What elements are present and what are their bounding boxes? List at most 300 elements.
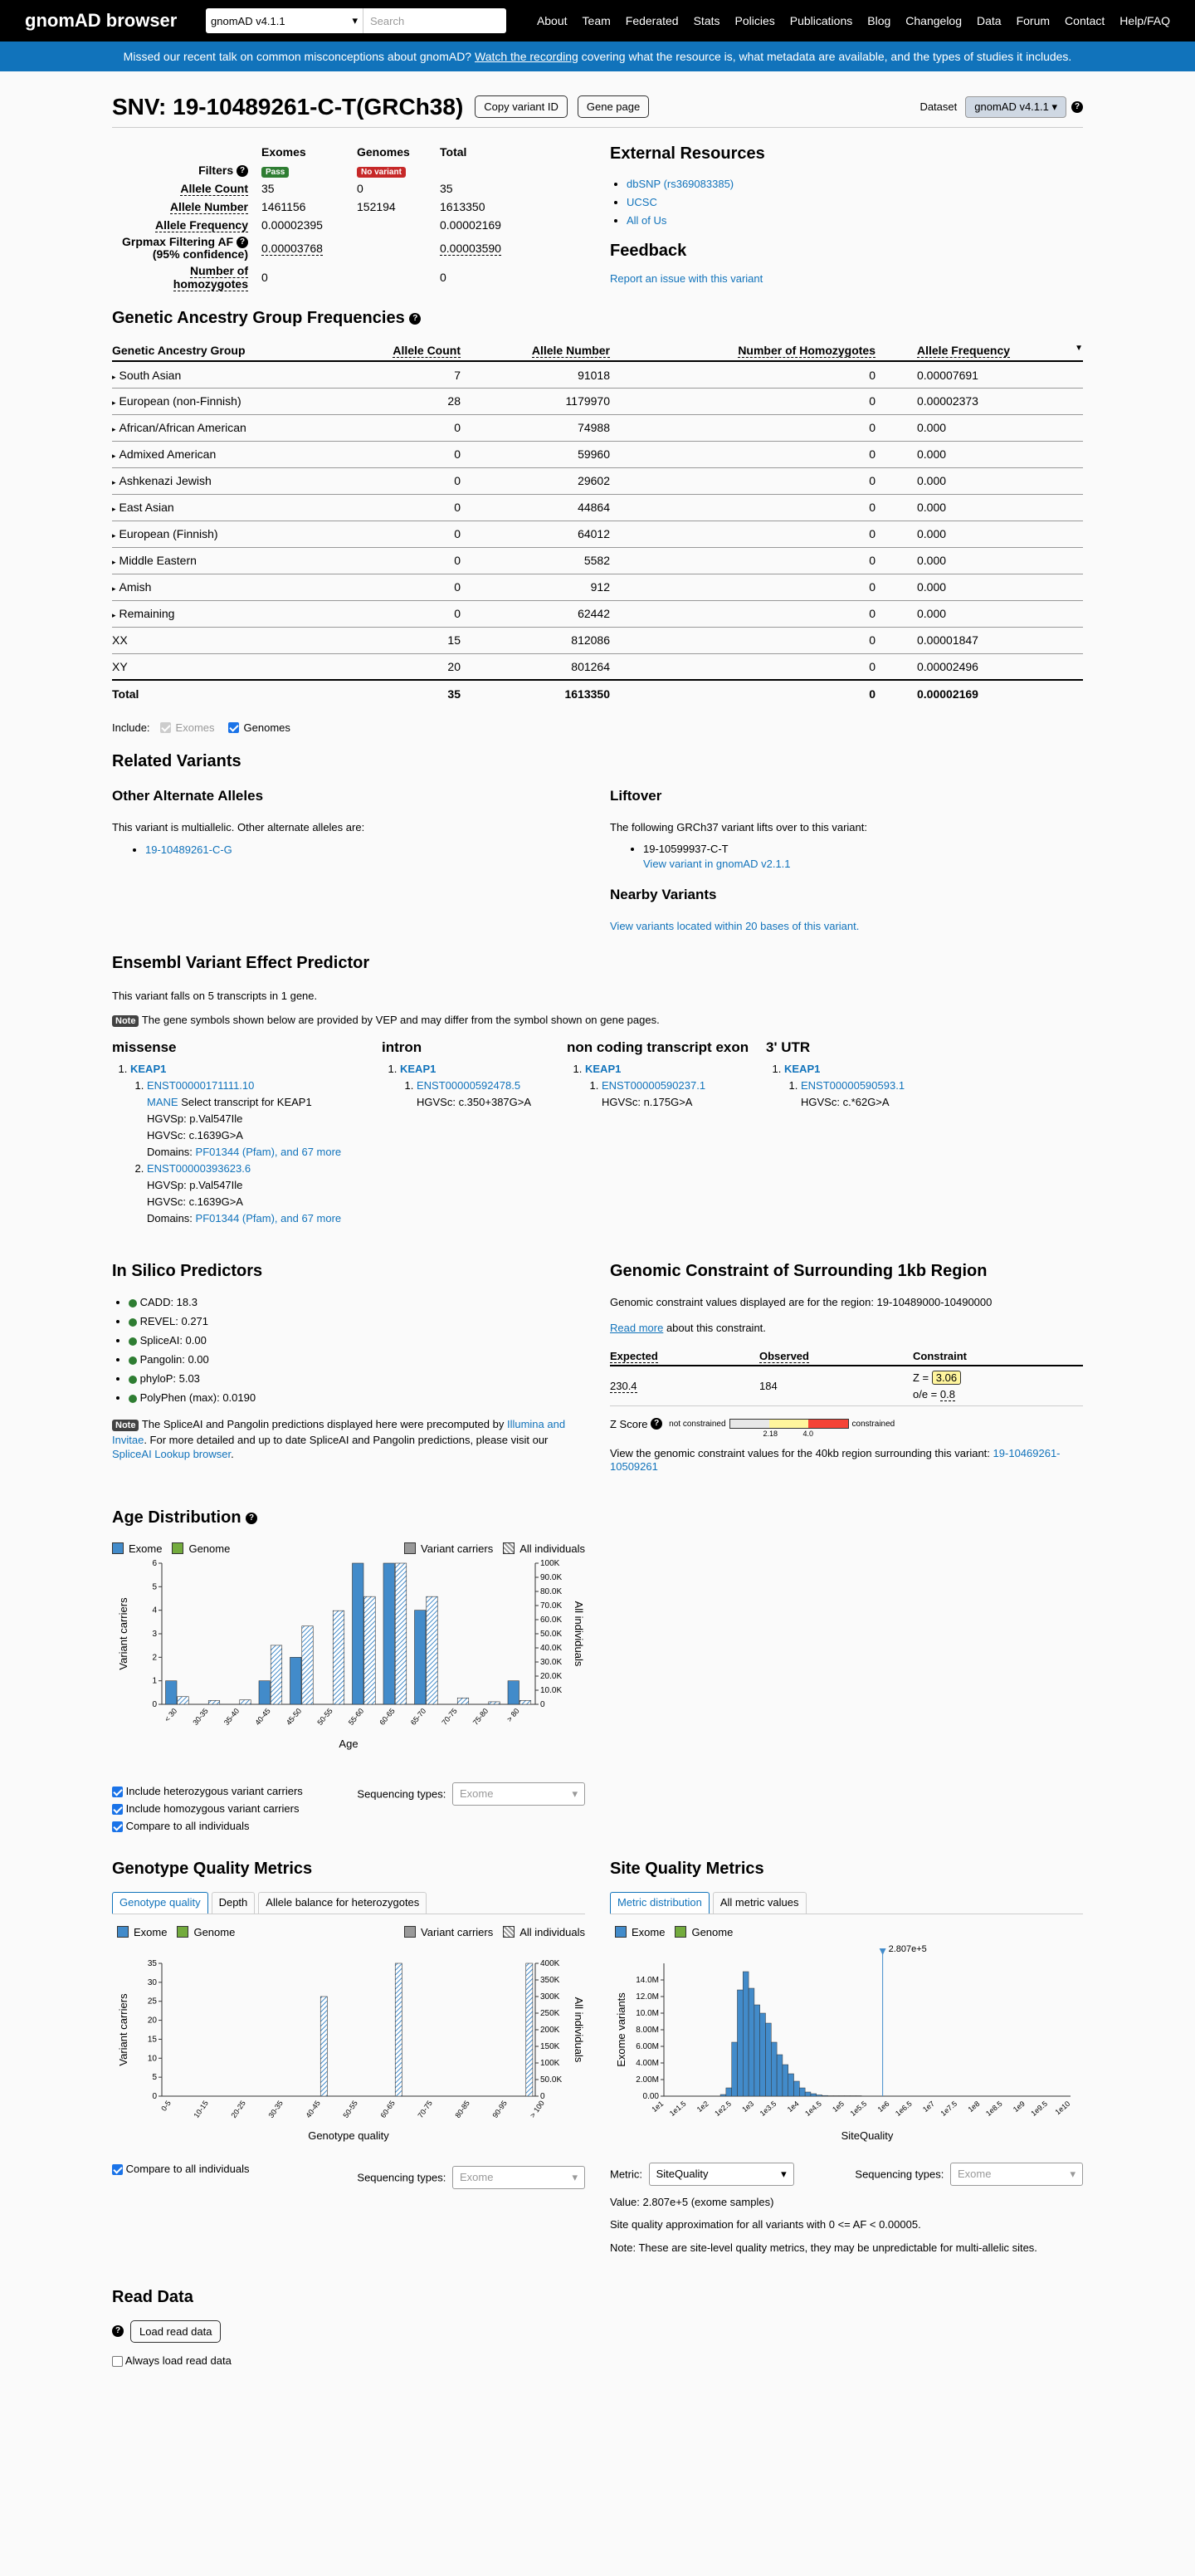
all-individuals-bar bbox=[271, 1645, 282, 1704]
nav-blog[interactable]: Blog bbox=[867, 14, 891, 27]
domains-label: Domains: bbox=[147, 1212, 193, 1225]
always-load-row bbox=[112, 2354, 1083, 2466]
observed-value: 184 bbox=[759, 1380, 778, 1393]
cell: 35 bbox=[261, 182, 275, 195]
external-resources bbox=[610, 143, 765, 292]
z-score-label: Z Score bbox=[610, 1417, 648, 1430]
transcript-link[interactable]: ENST00000590237.1 bbox=[602, 1079, 706, 1092]
cell bbox=[357, 216, 440, 234]
x-tick-label: 0-5 bbox=[159, 2099, 173, 2113]
x-tick-label: 30-35 bbox=[191, 1706, 210, 1727]
chevron-down-icon: ▾ bbox=[572, 2170, 578, 2183]
nav-changelog[interactable]: Changelog bbox=[905, 14, 963, 27]
predictor-item bbox=[129, 1369, 585, 1388]
y2-tick-label: 90.0K bbox=[540, 1572, 563, 1582]
legend-right bbox=[404, 1926, 585, 1938]
search-bar bbox=[206, 8, 506, 33]
sq-tabs bbox=[610, 1892, 1083, 1914]
x-tick-label: 60-65 bbox=[378, 2099, 397, 2119]
ucsc-link[interactable]: UCSC bbox=[627, 196, 657, 208]
allele-count: 35 bbox=[361, 680, 461, 706]
note-text: . For more detailed and up to date SpliceAI and Pangolin predictions, please visit our bbox=[144, 1434, 549, 1447]
age-distribution bbox=[112, 1542, 585, 1835]
allele-count: 7 bbox=[361, 361, 461, 388]
x-tick-label: 80-85 bbox=[453, 2099, 471, 2119]
cell[interactable]: 0.00003590 bbox=[440, 242, 501, 256]
hom-checkbox[interactable] bbox=[112, 1804, 123, 1815]
nav-forum[interactable]: Forum bbox=[1016, 14, 1051, 27]
transcript-link[interactable]: ENST00000171111.10 bbox=[147, 1079, 255, 1092]
legend-carriers: Variant carriers bbox=[421, 1925, 494, 1938]
note-badge: Note bbox=[112, 1420, 139, 1431]
row-label: Grpmax Filtering AF bbox=[122, 235, 234, 248]
hom-label: Include homozygous variant carriers bbox=[125, 1801, 300, 1815]
x-tick-label: 1e6 bbox=[876, 2099, 891, 2114]
x-tick-label: 70-75 bbox=[416, 2099, 434, 2119]
compare-checkbox[interactable] bbox=[112, 1821, 123, 1832]
site-quality-bar bbox=[749, 1988, 754, 2096]
dataset-dropdown[interactable]: gnomAD v4.1.1 ▾ bbox=[965, 96, 1066, 118]
allele-frequency: 0.00002169 bbox=[876, 680, 1083, 706]
frequency-summary bbox=[112, 143, 610, 292]
allele-frequency-row bbox=[112, 216, 539, 234]
intron-title: intron bbox=[382, 1039, 422, 1056]
ancestry-row bbox=[112, 627, 1083, 653]
ancestry-row[interactable] bbox=[112, 414, 1083, 441]
homozygotes: 0 bbox=[610, 441, 876, 467]
site-quality-bar bbox=[799, 2088, 805, 2096]
value-marker-arrow bbox=[880, 1948, 886, 1955]
z-value: 3.06 bbox=[932, 1371, 961, 1385]
y2-tick-label: 250K bbox=[540, 2008, 560, 2018]
expand-arrow-icon[interactable]: ▸ bbox=[112, 558, 116, 567]
x-tick-label: 1e8.5 bbox=[983, 2099, 1004, 2118]
missense-title: missense bbox=[112, 1039, 177, 1056]
seq-type-value: Exome bbox=[958, 2168, 992, 2181]
header-constraint: Constraint bbox=[913, 1350, 967, 1363]
x-axis-label: Genotype quality bbox=[308, 2129, 389, 2142]
x-tick-label: 1e3.5 bbox=[758, 2099, 778, 2118]
gene-link[interactable]: KEAP1 bbox=[130, 1063, 167, 1076]
chevron-down-icon: ▾ bbox=[572, 1787, 578, 1800]
in-silico-note bbox=[112, 1417, 585, 1461]
ancestry-row[interactable] bbox=[112, 441, 1083, 467]
y-tick-label: 35 bbox=[147, 1958, 157, 1968]
allele-count: 0 bbox=[361, 600, 461, 627]
y2-tick-label: 60.0K bbox=[540, 1615, 563, 1625]
expand-arrow-icon[interactable]: ▸ bbox=[112, 505, 116, 514]
x-tick-label: 35-40 bbox=[222, 1706, 241, 1727]
group-name: Remaining bbox=[119, 607, 175, 621]
note-text: The gene symbols shown below are provided by VEP and may differ from the symbol shown on gene pages. bbox=[141, 1014, 660, 1027]
y2-tick-label: 50.0K bbox=[540, 2075, 563, 2085]
cell[interactable]: 0.00003768 bbox=[261, 242, 323, 256]
y2-tick-label: 20.0K bbox=[540, 1671, 563, 1681]
predictor-item bbox=[129, 1350, 585, 1369]
alternate-allele-link[interactable]: 19-10489261-C-G bbox=[145, 843, 232, 857]
y-tick-label: 3 bbox=[152, 1629, 157, 1639]
frequency-table bbox=[112, 143, 539, 292]
all-individuals-bar bbox=[427, 1596, 438, 1704]
site-quality-bar bbox=[817, 2095, 822, 2096]
x-tick-label: 50-55 bbox=[341, 2099, 359, 2119]
tab-depth[interactable]: Depth bbox=[212, 1892, 256, 1914]
help-icon[interactable]: ? bbox=[1071, 101, 1083, 113]
intron-column bbox=[382, 1039, 567, 1227]
carrier-bar bbox=[290, 1657, 302, 1704]
site-quality-bar bbox=[754, 2005, 760, 2096]
x-tick-label: 90-95 bbox=[490, 2099, 509, 2119]
allele-number: 74988 bbox=[461, 414, 610, 441]
allele-count-row bbox=[112, 179, 539, 198]
help-icon[interactable]: ? bbox=[409, 313, 421, 325]
ancestry-row[interactable] bbox=[112, 388, 1083, 414]
ancestry-row[interactable] bbox=[112, 494, 1083, 521]
homozygotes: 0 bbox=[610, 627, 876, 653]
copy-variant-id-button[interactable]: Copy variant ID bbox=[475, 95, 568, 118]
header-allele-count[interactable]: Allele Count bbox=[393, 343, 461, 357]
y-axis-label: Exome variants bbox=[615, 1992, 627, 2067]
het-checkbox[interactable] bbox=[112, 1787, 123, 1797]
predictors-constraint bbox=[112, 1262, 1083, 1474]
include-genomes-checkbox[interactable] bbox=[228, 722, 239, 733]
seq-type-select[interactable] bbox=[452, 2166, 585, 2189]
col-genomes: Genomes bbox=[357, 145, 410, 159]
top-nav-bar bbox=[0, 0, 1195, 42]
group-cell bbox=[112, 600, 361, 627]
transcript-link[interactable]: ENST00000393623.6 bbox=[147, 1162, 251, 1176]
header-group[interactable]: Genetic Ancestry Group bbox=[112, 340, 361, 361]
group-name: Admixed American bbox=[119, 447, 217, 462]
y-tick-label: 10 bbox=[147, 2054, 157, 2064]
filters-label: Filters bbox=[198, 163, 234, 177]
group-cell bbox=[112, 388, 361, 414]
seq-type-select[interactable] bbox=[452, 1782, 585, 1806]
homozygotes: 0 bbox=[610, 494, 876, 521]
constraint-table bbox=[610, 1347, 1083, 1406]
header-homozygotes[interactable]: Number of Homozygotes bbox=[738, 343, 876, 357]
group-name: Middle Eastern bbox=[119, 554, 197, 568]
predictor-list bbox=[129, 1293, 585, 1407]
legend-swatch bbox=[404, 1926, 416, 1938]
row-label: Number of homozygotes bbox=[173, 264, 248, 291]
group-cell bbox=[112, 627, 361, 653]
predictor-text: CADD: 18.3 bbox=[139, 1296, 198, 1309]
gq-chart bbox=[112, 1938, 585, 2158]
nav-policies[interactable]: Policies bbox=[734, 14, 775, 27]
x-tick-label: 1e1 bbox=[650, 2099, 666, 2114]
ancestry-row[interactable] bbox=[112, 467, 1083, 494]
feedback-title: Feedback bbox=[610, 242, 687, 260]
always-load-checkbox[interactable] bbox=[112, 2356, 123, 2367]
chevron-down-icon: ▾ bbox=[781, 2167, 787, 2180]
vep-summary: This variant falls on 5 transcripts in 1 gene. bbox=[112, 990, 318, 1003]
homozygotes: 0 bbox=[610, 653, 876, 680]
all-individuals-bar bbox=[320, 1997, 327, 2096]
site-quality-bar bbox=[839, 2095, 845, 2096]
include-exomes-checkbox[interactable] bbox=[160, 722, 171, 733]
predictor-text: SpliceAI: 0.00 bbox=[139, 1334, 207, 1347]
report-issue-link[interactable]: Report an issue with this variant bbox=[610, 272, 763, 285]
liftover-text: The following GRCh37 variant lifts over to this variant: bbox=[610, 821, 867, 834]
x-tick-label: 10-15 bbox=[192, 2099, 210, 2119]
mane-text: Select transcript for KEAP1 bbox=[181, 1096, 312, 1109]
legend-exome: Exome bbox=[632, 1925, 666, 1938]
y-tick-label: 30 bbox=[147, 1977, 157, 1987]
y2-tick-label: 50.0K bbox=[540, 1629, 563, 1639]
tab-metric-distribution[interactable]: Metric distribution bbox=[610, 1892, 710, 1914]
x-tick-label: < 30 bbox=[163, 1706, 179, 1723]
mane-link[interactable]: MANE bbox=[147, 1096, 178, 1109]
allele-count: 28 bbox=[361, 388, 461, 414]
site-quality-bar bbox=[743, 1972, 749, 2096]
legend-genome: Genome bbox=[188, 1542, 231, 1555]
ancestry-row[interactable] bbox=[112, 574, 1083, 600]
y2-tick-label: 100K bbox=[540, 1558, 560, 1568]
value-marker-label: 2.807e+5 bbox=[888, 1943, 927, 1954]
y-tick-label: 8.00M bbox=[636, 2025, 659, 2035]
transcript-link[interactable]: ENST00000592478.5 bbox=[417, 1079, 521, 1092]
het-label: Include heterozygous variant carriers bbox=[125, 1784, 303, 1797]
homozygotes: 0 bbox=[610, 521, 876, 547]
sort-desc-icon[interactable]: ▼ bbox=[1075, 343, 1083, 353]
y2-tick-label: 100K bbox=[540, 2058, 560, 2068]
age-controls bbox=[112, 1782, 585, 1835]
nav-about[interactable]: About bbox=[536, 14, 568, 27]
seq-type-value: Exome bbox=[460, 2171, 494, 2184]
site-quality-bar bbox=[811, 2094, 817, 2096]
x-tick-label: 1e8 bbox=[966, 2099, 982, 2114]
brand-logo[interactable]: gnomAD browser bbox=[25, 10, 178, 31]
homozygotes: 0 bbox=[610, 574, 876, 600]
cell bbox=[357, 234, 440, 262]
row-label: Allele Number bbox=[169, 200, 248, 213]
ancestry-row[interactable] bbox=[112, 600, 1083, 627]
site-quality-bar bbox=[851, 2095, 856, 2096]
search-input[interactable]: Search bbox=[370, 14, 405, 27]
y2-tick-label: 70.0K bbox=[540, 1601, 563, 1611]
z-bar-segment bbox=[769, 1420, 808, 1428]
seq-type-label: Sequencing types: bbox=[855, 2168, 944, 2181]
group-name: XX bbox=[112, 633, 128, 648]
y2-tick-label: 0 bbox=[540, 1699, 545, 1709]
expand-arrow-icon[interactable]: ▸ bbox=[112, 425, 116, 434]
gene-link[interactable]: KEAP1 bbox=[585, 1063, 622, 1076]
dataset-select[interactable] bbox=[206, 8, 363, 33]
x-tick-label: 60-65 bbox=[378, 1706, 397, 1727]
help-icon[interactable]: ? bbox=[246, 1513, 257, 1524]
site-quality-bar bbox=[805, 2092, 811, 2096]
y-tick-label: 0.00 bbox=[642, 2091, 659, 2101]
y2-tick-label: 150K bbox=[540, 2041, 560, 2051]
quality-metrics bbox=[112, 1860, 1083, 2255]
ancestry-row[interactable] bbox=[112, 547, 1083, 574]
cell: 0 bbox=[357, 182, 363, 195]
nearby-variants-link[interactable]: View variants located within 20 bases of this variant. bbox=[610, 920, 860, 933]
allele-count: 0 bbox=[361, 414, 461, 441]
related-variants-title: Related Variants bbox=[112, 752, 241, 771]
banner-link[interactable]: Watch the recording bbox=[475, 50, 578, 63]
y-tick-label: 4 bbox=[152, 1606, 157, 1615]
noncoding-column bbox=[567, 1039, 766, 1227]
gene-page-button[interactable]: Gene page bbox=[578, 95, 649, 118]
hgvsc: HGVSc: c.*62G>A bbox=[801, 1096, 890, 1109]
homozygotes: 0 bbox=[610, 680, 876, 706]
note-text: The SpliceAI and Pangolin predictions displayed here were precomputed by bbox=[141, 1418, 505, 1431]
cell bbox=[357, 262, 440, 292]
nav-help[interactable]: Help/FAQ bbox=[1119, 14, 1170, 27]
allele-number: 1179970 bbox=[461, 388, 610, 414]
view-v2-link[interactable]: View variant in gnomAD v2.1.1 bbox=[643, 858, 791, 871]
y2-tick-label: 40.0K bbox=[540, 1643, 563, 1653]
header-allele-frequency[interactable]: Allele Frequency bbox=[917, 343, 1011, 357]
transcript-link[interactable]: ENST00000590593.1 bbox=[801, 1079, 905, 1092]
expand-arrow-icon[interactable]: ▸ bbox=[112, 531, 116, 540]
legend-swatch bbox=[503, 1926, 515, 1938]
more-domains-link[interactable]: and 67 more bbox=[280, 1212, 342, 1225]
more-domains-link[interactable]: and 67 more bbox=[280, 1146, 342, 1159]
seq-type-label: Sequencing types: bbox=[357, 1787, 446, 1801]
site-quality-bar bbox=[726, 2088, 732, 2096]
z-tick: 4.0 bbox=[802, 1430, 814, 1439]
compare-checkbox[interactable] bbox=[112, 2164, 123, 2175]
y-tick-label: 14.0M bbox=[636, 1975, 659, 1985]
header-allele-number[interactable]: Allele Number bbox=[531, 343, 610, 357]
expand-arrow-icon[interactable]: ▸ bbox=[112, 398, 116, 408]
constrained-label: constrained bbox=[851, 1419, 895, 1429]
read-more-link[interactable]: Read more bbox=[610, 1322, 664, 1335]
expand-arrow-icon[interactable]: ▸ bbox=[112, 452, 116, 461]
nav-team[interactable]: Team bbox=[582, 14, 611, 27]
legend-swatch bbox=[177, 1926, 188, 1938]
predictor-item bbox=[129, 1312, 585, 1331]
x-axis-label: Age bbox=[339, 1737, 358, 1750]
seq-type-select[interactable] bbox=[950, 2163, 1083, 2186]
homozygotes: 0 bbox=[610, 600, 876, 627]
sq-approx-text: Site quality approximation for all variants with 0 <= AF < 0.00005. bbox=[610, 2217, 921, 2231]
homozygotes: 0 bbox=[610, 414, 876, 441]
domain-link[interactable]: PF01344 (Pfam), bbox=[195, 1212, 278, 1225]
nav-federated[interactable]: Federated bbox=[625, 14, 679, 27]
expand-arrow-icon[interactable]: ▸ bbox=[112, 584, 116, 594]
ancestry-title-text: Genetic Ancestry Group Frequencies bbox=[112, 309, 405, 328]
ancestry-row[interactable] bbox=[112, 361, 1083, 388]
all-of-us-link[interactable]: All of Us bbox=[627, 214, 667, 227]
illumina-link[interactable]: Illumina and Invitae bbox=[112, 1418, 566, 1447]
allele-count: 0 bbox=[361, 467, 461, 494]
group-name: South Asian bbox=[119, 368, 182, 382]
help-icon[interactable]: ? bbox=[651, 1418, 662, 1430]
legend-swatch bbox=[112, 1542, 124, 1554]
constraint-region-link[interactable]: 19-10469261-10509261 bbox=[610, 1446, 1061, 1473]
ancestry-row[interactable] bbox=[112, 521, 1083, 547]
nav-contact[interactable]: Contact bbox=[1065, 14, 1105, 27]
allele-number: 801264 bbox=[461, 653, 610, 680]
note-text: . bbox=[231, 1448, 234, 1461]
group-cell bbox=[112, 494, 361, 521]
domain-link[interactable]: PF01344 (Pfam), bbox=[195, 1146, 278, 1159]
include-controls bbox=[112, 721, 1083, 734]
expand-arrow-icon[interactable]: ▸ bbox=[112, 611, 116, 620]
predictor-text: Pangolin: 0.00 bbox=[139, 1353, 209, 1366]
gene-link[interactable]: KEAP1 bbox=[784, 1063, 821, 1076]
metric-select[interactable] bbox=[649, 2163, 794, 2186]
y2-tick-label: 10.0K bbox=[540, 1685, 563, 1695]
allele-count: 15 bbox=[361, 627, 461, 653]
legend-all: All individuals bbox=[519, 1542, 585, 1555]
site-quality-bar bbox=[783, 2065, 788, 2096]
genotype-quality bbox=[112, 1860, 585, 2255]
nav-publications[interactable]: Publications bbox=[789, 14, 853, 27]
x-tick-label: 50-55 bbox=[315, 1706, 334, 1727]
help-icon[interactable]: ? bbox=[112, 2325, 124, 2337]
help-icon[interactable]: ? bbox=[237, 165, 248, 177]
status-dot-icon bbox=[129, 1299, 137, 1308]
all-individuals-bar bbox=[526, 1963, 533, 2096]
group-cell bbox=[112, 574, 361, 600]
legend-swatch bbox=[172, 1542, 183, 1554]
nav-data[interactable]: Data bbox=[977, 14, 1002, 27]
cell: 152194 bbox=[357, 200, 396, 213]
tab-genotype-quality[interactable]: Genotype quality bbox=[112, 1892, 208, 1914]
allele-frequency: 0.000 bbox=[876, 574, 1083, 600]
ancestry-title bbox=[112, 309, 1083, 328]
y-tick-label: 5 bbox=[152, 1582, 157, 1592]
legend-carriers: Variant carriers bbox=[421, 1542, 494, 1555]
legend-swatch bbox=[503, 1542, 515, 1554]
tab-allele-balance[interactable]: Allele balance for heterozygotes bbox=[258, 1892, 427, 1914]
oe-label: o/e = bbox=[913, 1387, 938, 1400]
cell: 1461156 bbox=[261, 200, 306, 213]
legend-left bbox=[112, 1542, 230, 1555]
help-icon[interactable]: ? bbox=[237, 237, 248, 248]
predictor-item bbox=[129, 1388, 585, 1407]
col-exomes: Exomes bbox=[261, 145, 306, 159]
group-cell bbox=[112, 467, 361, 494]
allele-number: 5582 bbox=[461, 547, 610, 574]
dataset-select-value: gnomAD v4.1.1 bbox=[211, 14, 285, 27]
splice-lookup-link[interactable]: SpliceAI Lookup browser bbox=[112, 1448, 232, 1461]
allele-frequency: 0.00001847 bbox=[876, 627, 1083, 653]
x-tick-label: 1e5 bbox=[831, 2099, 846, 2114]
constraint-footer-text: View the genomic constraint values for the 40kb region surrounding this variant: bbox=[610, 1446, 990, 1459]
y2-tick-label: 30.0K bbox=[540, 1657, 563, 1667]
load-read-data-button[interactable]: Load read data bbox=[130, 2320, 221, 2343]
nav-stats[interactable]: Stats bbox=[693, 14, 720, 27]
banner-text-tail: covering what the resource is, what metadata are available, and the types of studies it includes. bbox=[581, 50, 1072, 63]
allele-number: 64012 bbox=[461, 521, 610, 547]
expand-arrow-icon[interactable]: ▸ bbox=[112, 478, 116, 487]
x-tick-label: 1e4 bbox=[785, 2099, 801, 2114]
homozygotes-row bbox=[112, 262, 539, 292]
sq-controls bbox=[610, 2163, 1083, 2186]
sq-value-text: Value: 2.807e+5 (exome samples) bbox=[610, 2195, 774, 2208]
hgvsp: HGVSp: p.Val547Ile bbox=[147, 1179, 243, 1192]
gene-link[interactable]: KEAP1 bbox=[400, 1063, 437, 1076]
site-quality-bar bbox=[788, 2074, 794, 2096]
legend-left bbox=[112, 1926, 235, 1938]
site-quality bbox=[610, 1860, 1083, 2255]
group-name: Amish bbox=[119, 580, 152, 594]
dbsnp-link[interactable]: dbSNP (rs369083385) bbox=[627, 178, 734, 190]
missense-column bbox=[112, 1039, 382, 1227]
all-individuals-bar bbox=[395, 1963, 402, 2096]
expand-arrow-icon[interactable]: ▸ bbox=[112, 372, 116, 381]
tab-all-metric-values[interactable]: All metric values bbox=[713, 1892, 807, 1914]
announcement-banner bbox=[0, 42, 1195, 71]
legend-exome: Exome bbox=[134, 1925, 168, 1938]
z-score-scale bbox=[610, 1417, 1083, 1439]
